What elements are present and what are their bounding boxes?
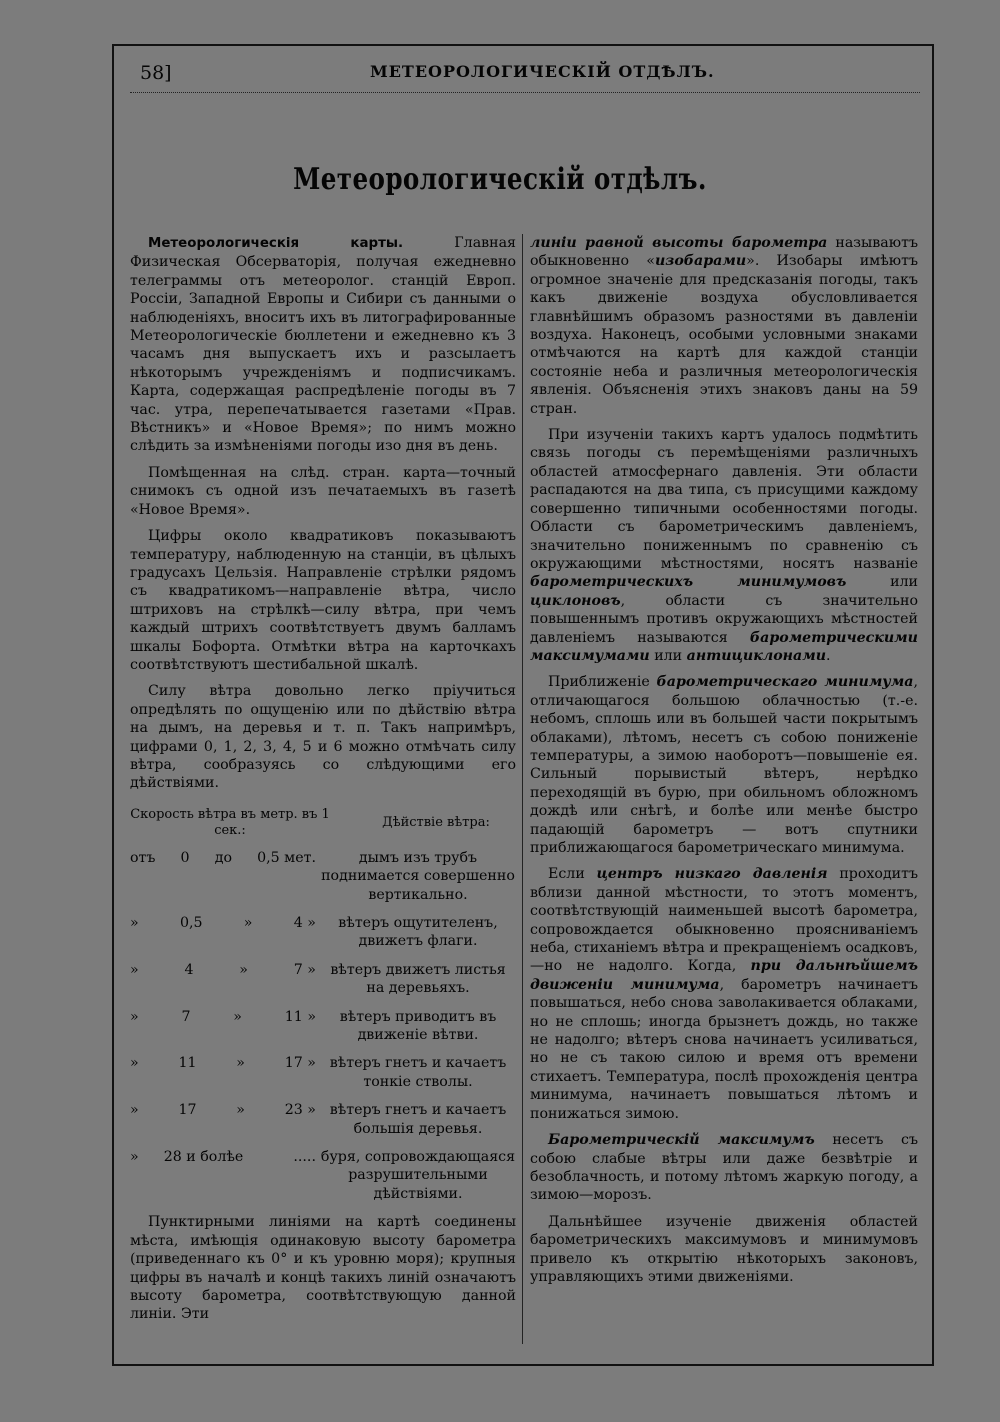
- speed-cell: » 11 » 17 »: [130, 1055, 316, 1072]
- table-row: [130, 961, 516, 998]
- emphasis: при дальнѣйшемъ движеніи минимума: [530, 958, 918, 993]
- effect-cell: вѣтеръ приводитъ въ движеніе вѣтви.: [339, 1008, 497, 1044]
- paragraph-text: Главная Физическая Обсерваторія, получая ежедневно телеграммы отъ метеоролог. станцій Европ. Россіи, Западной Европы и Сибири съ данными о наблюденіяхъ, вноситъ ихъ въ литографированные Метеорологическіе бюллетени и ежедневно къ 3 часамъ дня выпускаетъ ихъ и разсылаетъ нѣкоторымъ учрежденіямъ и подписчикамъ. Карта, содержащая распредѣленіе погоды въ 7 час. утра, перепечатывается газетами «Прав. Вѣстникъ» и «Новое Время»; по нимъ можно слѣдить за измѣненіями погоды изо дня въ день.: [130, 235, 517, 455]
- wind-table-header: [130, 807, 516, 839]
- header-rule: [130, 92, 920, 93]
- table-row: [130, 849, 516, 904]
- table-row: [130, 914, 516, 951]
- table-row: [130, 1148, 516, 1203]
- table-row: [130, 1101, 516, 1138]
- right-column: [530, 234, 918, 1294]
- effect-cell: вѣтеръ гнетъ и качаетъ большія деревья.: [329, 1102, 507, 1137]
- emphasis: циклоновъ: [530, 592, 621, 609]
- speed-header: Скорость вѣтра въ метр. въ 1 сек.:: [130, 806, 330, 838]
- paragraph: Если центръ низкаго давленія проходитъ вблизи данной мѣстности, то этотъ моментъ, соотвѣтствующій наименьшей высотѣ барометра, сопровождается обыкновенно проясниваніемъ неба, стиханіемъ вѣтра и прекращеніемъ осадковъ,—но не надолго. Когда, при дальнѣйшемъ движеніи минимума, барометръ начинаетъ повышаться, небо снова заволакивается облаками, но не сплошь; иногда брызнетъ дождь, но также не надолго; вѣтеръ снова начинаетъ усиливаться, но не съ такою силою и время отъ времени стихаетъ. Температура, послѣ прохожденія центра минимума, начинаетъ повышаться лѣтомъ и понижаться зимою.: [530, 866, 919, 1122]
- speed-cell: » 7 » 11 »: [130, 1008, 316, 1025]
- effect-cell: дымъ изъ трубъ поднимается совершенно вертикально.: [321, 849, 515, 903]
- emphasis: барометрическихъ минимумовъ: [530, 574, 847, 591]
- wind-table: [130, 849, 516, 1204]
- paragraph: [130, 234, 516, 456]
- table-row: [130, 1008, 516, 1045]
- left-column: [130, 234, 516, 1332]
- column-divider: [522, 234, 523, 1344]
- emphasis: барометрическими максимумами: [530, 629, 918, 664]
- paragraph: Пунктирными линіями на картѣ соединены мѣста, имѣющія одинаковую высоту барометра (приведеннаго къ 0° и къ уровню моря); крупныя цифры въ началѣ и концѣ такихъ линій означаютъ высоту барометра, соотвѣтствующую данной линіи. Эти: [130, 1214, 516, 1323]
- lead-heading: Метеорологическія карты.: [148, 236, 404, 251]
- speed-cell: » 0,5 » 4 »: [130, 915, 316, 931]
- speed-cell: » 17 » 23 »: [130, 1102, 316, 1119]
- paragraph: Барометрическій максимумъ несетъ съ собою слабые вѣтры или даже безвѣтріе и безоблачность, и потому лѣтомъ жаркую погоду, а зимою—морозъ.: [530, 1132, 919, 1204]
- running-title: МЕТЕОРОЛОГИЧЕСКІЙ ОТДѢЛЪ.: [370, 62, 715, 81]
- paragraph: Цифры около квадратиковъ показываютъ температуру, наблюденную на станціи, въ цѣлыхъ градусахъ Цельзія. Направленіе стрѣлки рядомъ съ квадратикомъ—направленіе вѣтра, число штриховъ на стрѣлкѣ—силу вѣтра, при чемъ каждый штрихъ соотвѣтствуетъ двумъ балламъ шкалы Бофорта. Отмѣтки вѣтра на карточкахъ соотвѣтствуютъ шестибальной шкалѣ.: [130, 528, 516, 673]
- emphasis: центръ низкаго давленія: [596, 866, 828, 883]
- emphasis: Барометрическій максимумъ: [548, 1132, 815, 1149]
- speed-cell: » 28 и болѣе .....: [130, 1149, 316, 1166]
- emphasis: антициклонами: [686, 647, 827, 664]
- paragraph: линіи равной высоты барометра называютъ обыкновенно «изобарами». Изобары имѣютъ огромное значеніе для предсказанія погоды, такъ какъ движеніе воздуха обусловливается главнѣйшимъ образомъ разностями въ давленіи воздуха. Наконецъ, особыми условными знаками отмѣчаются на картѣ для каждой станціи состояніе неба и различныя метеорологическія явленія. Объясненія этихъ знаковъ даны на 59 стран.: [530, 235, 918, 417]
- paragraph: При изученіи такихъ картъ удалось подмѣтить связь погоды съ перемѣщеніями различныхъ областей атмосфернаго давленія. Эти области распадаются на два типа, съ присущими каждому совершенно типичными особенностями погоды. Области съ барометрическимъ давленіемъ, значительно пониженнымъ по сравненію съ окружающими мѣстностями, носятъ названіе барометрическихъ минимумовъ или циклоновъ, области съ значительно повышеннымъ противъ окружающихъ мѣстностей давленіемъ называются барометрическими максимумами или антициклонами.: [530, 427, 918, 664]
- effect-header: Дѣйствіе вѣтра:: [382, 814, 490, 830]
- effect-cell: буря, сопровождающаяся разрушительными дѣйствіями.: [320, 1149, 516, 1202]
- emphasis: линіи равной высоты барометра: [530, 235, 828, 251]
- table-row: [130, 1054, 516, 1091]
- section-title: Метеорологическій отдѣлъ.: [293, 162, 707, 197]
- effect-cell: вѣтеръ движетъ листья на деревьяхъ.: [330, 961, 506, 997]
- paragraph: Силу вѣтра довольно легко пріучиться опредѣлять по ощущенію или по дѣйствію вѣтра на дымъ, на деревья и т. п. Такъ напримѣръ, цифрами 0, 1, 2, 3, 4, 5 и 6 можно отмѣчать силу вѣтра, сообразуясь со слѣдующими его дѣйствіями.: [130, 683, 516, 792]
- paragraph: Дальнѣйшее изученіе движенія областей барометрическихъ максимумовъ и минимумовъ привело къ открытію нѣкоторыхъ законовъ, управляющихъ этими движеніями.: [530, 1213, 918, 1285]
- effect-cell: вѣтеръ гнетъ и качаетъ тонкіе стволы.: [329, 1055, 507, 1090]
- paragraph: Приближеніе барометрическаго минимума, отличающагося большою облачностью (т.-е. небомъ, сплошь или въ большей части покрытымъ облаками), лѣтомъ, несетъ съ собою пониженіе температуры, а зимою наоборотъ—повышеніе ея. Сильный порывистый вѣтеръ, нерѣдко переходящій въ бурю, при обильномъ обложномъ дождѣ или снѣгѣ, и болѣе или менѣе быстро падающій барометръ — вотъ спутники приближающагося барометрическаго минимума.: [530, 674, 918, 856]
- speed-cell: » 4 » 7 »: [130, 961, 316, 978]
- paragraph: Помѣщенная на слѣд. стран. карта—точный снимокъ съ одной изъ печатаемыхъ въ газетѣ «Новое Время».: [130, 464, 516, 518]
- emphasis: барометрическаго минимума: [656, 674, 914, 691]
- speed-cell: отъ 0 до 0,5 мет.: [130, 849, 316, 866]
- page-number: 58]: [140, 62, 172, 84]
- emphasis: изобарами: [654, 253, 747, 270]
- effect-cell: вѣтеръ ощутителенъ, движетъ флаги.: [338, 915, 498, 950]
